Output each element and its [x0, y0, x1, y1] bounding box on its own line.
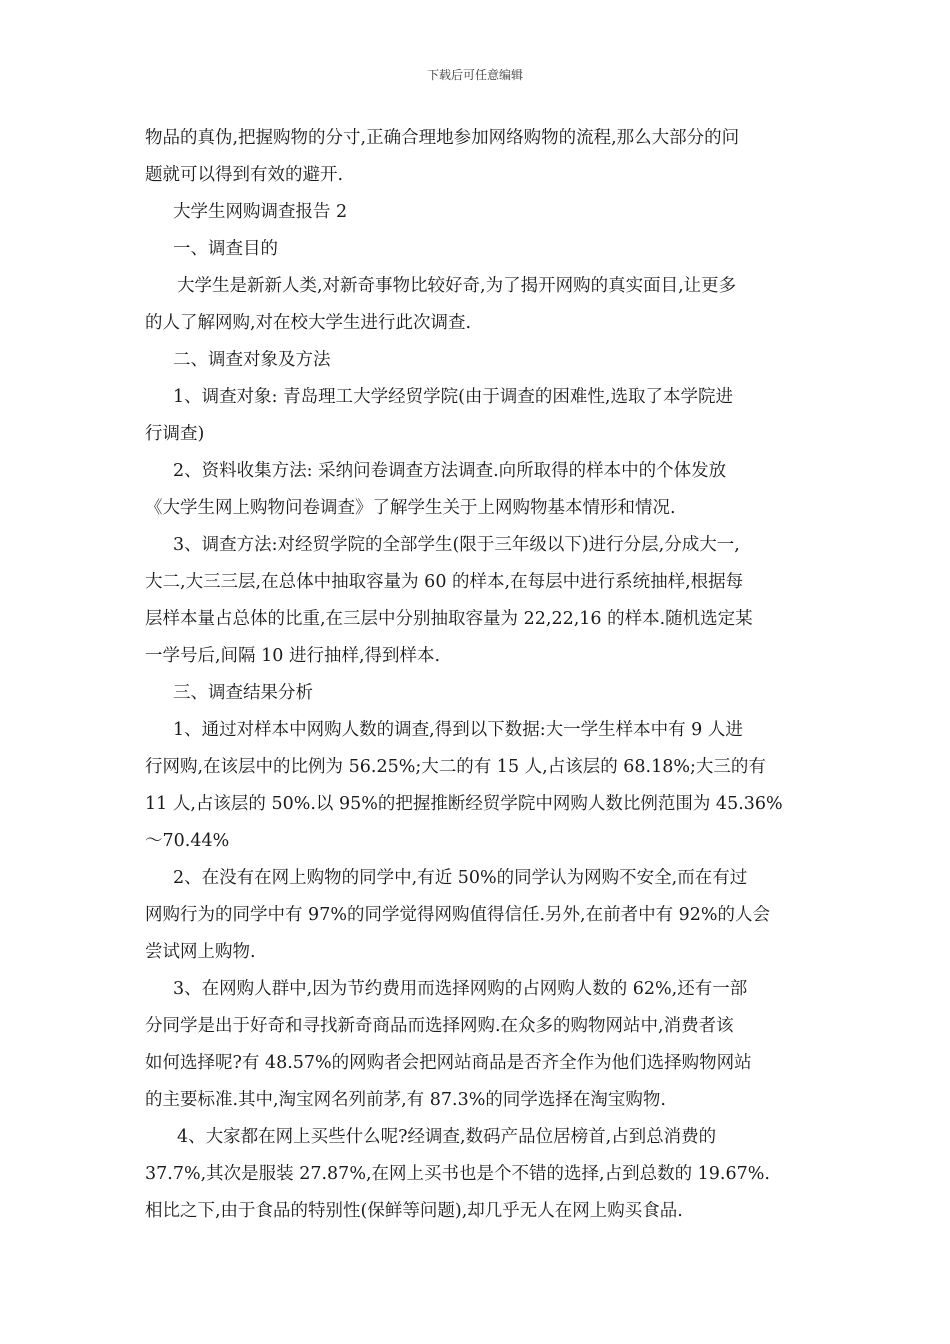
text-line: 的人了解网购,对在校大学生进行此次调查.	[145, 313, 472, 333]
text-line: 《大学生网上购物问卷调查》了解学生关于上网购物基本情形和情况.	[145, 498, 676, 518]
text-line: 如何选择呢?有 48.57%的网购者会把网站商品是否齐全作为他们选择购物网站	[145, 1053, 752, 1073]
text-line: 相比之下,由于食品的特别性(保鲜等问题),却几乎无人在网上购买食品.	[145, 1201, 683, 1221]
text-line: 行调查)	[145, 424, 205, 444]
text-line: 11 人,占该层的 50%.以 95%的把握推断经贸学院中网购人数比例范围为 45.36%	[145, 794, 783, 814]
text-line: 尝试网上购物.	[145, 942, 256, 962]
text-line: 大二,大三三层,在总体中抽取容量为 60 的样本,在每层中进行系统抽样,根据每	[145, 572, 744, 592]
text-line: 行网购,在该层中的比例为 56.25%;大二的有 15 人,占该层的 68.18%;大三的有	[145, 757, 766, 777]
text-line: 网购行为的同学中有 97%的同学觉得网购值得信任.另外,在前者中有 92%的人会	[145, 905, 771, 925]
text-line: 4、大家都在网上买些什么呢?经调查,数码产品位居榜首,占到总消费的	[177, 1127, 717, 1147]
text-line: 层样本量占总体的比重,在三层中分别抽取容量为 22,22,16 的样本.随机选定某	[145, 609, 753, 629]
text-line: 1、调查对象: 青岛理工大学经贸学院(由于调查的困难性,选取了本学院进	[173, 387, 733, 407]
text-line: 一学号后,间隔 10 进行抽样,得到样本.	[145, 646, 441, 666]
text-line: 大学生网购调查报告 2	[173, 202, 348, 222]
text-line: 的主要标准.其中,淘宝网名列前茅,有 87.3%的同学选择在淘宝购物.	[145, 1090, 666, 1110]
text-line: 一、调查目的	[173, 239, 278, 259]
text-line: 37.7%,其次是服装 27.87%,在网上买书也是个不错的选择,占到总数的 19.67%.	[145, 1164, 770, 1184]
text-line: 2、资料收集方法: 采纳问卷调查方法调查.向所取得的样本中的个体发放	[173, 461, 727, 481]
text-line: ～70.44%	[145, 831, 230, 851]
text-line: 2、在没有在网上购物的同学中,有近 50%的同学认为网购不安全,而在有过	[173, 868, 748, 888]
text-line: 物品的真伪,把握购物的分寸,正确合理地参加网络购物的流程,那么大部分的问	[145, 128, 740, 148]
text-line: 3、在网购人群中,因为节约费用而选择网购的占网购人数的 62%,还有一部	[173, 979, 748, 999]
text-line: 大学生是新新人类,对新奇事物比较好奇,为了揭开网购的真实面目,让更多	[177, 276, 737, 296]
text-line: 1、通过对样本中网购人数的调查,得到以下数据:大一学生样本中有 9 人进	[173, 720, 743, 740]
text-line: 三、调查结果分析	[173, 683, 313, 703]
text-line: 分同学是出于好奇和寻找新奇商品而选择网购.在众多的购物网站中,消费者该	[145, 1016, 734, 1036]
text-line: 题就可以得到有效的避开.	[145, 165, 344, 185]
page-header: 下载后可任意编辑	[426, 68, 523, 82]
text-line: 3、调查方法:对经贸学院的全部学生(限于三年级以下)进行分层,分成大一,	[173, 535, 740, 555]
document-body	[145, 120, 815, 1230]
text-line: 二、调查对象及方法	[173, 350, 331, 370]
